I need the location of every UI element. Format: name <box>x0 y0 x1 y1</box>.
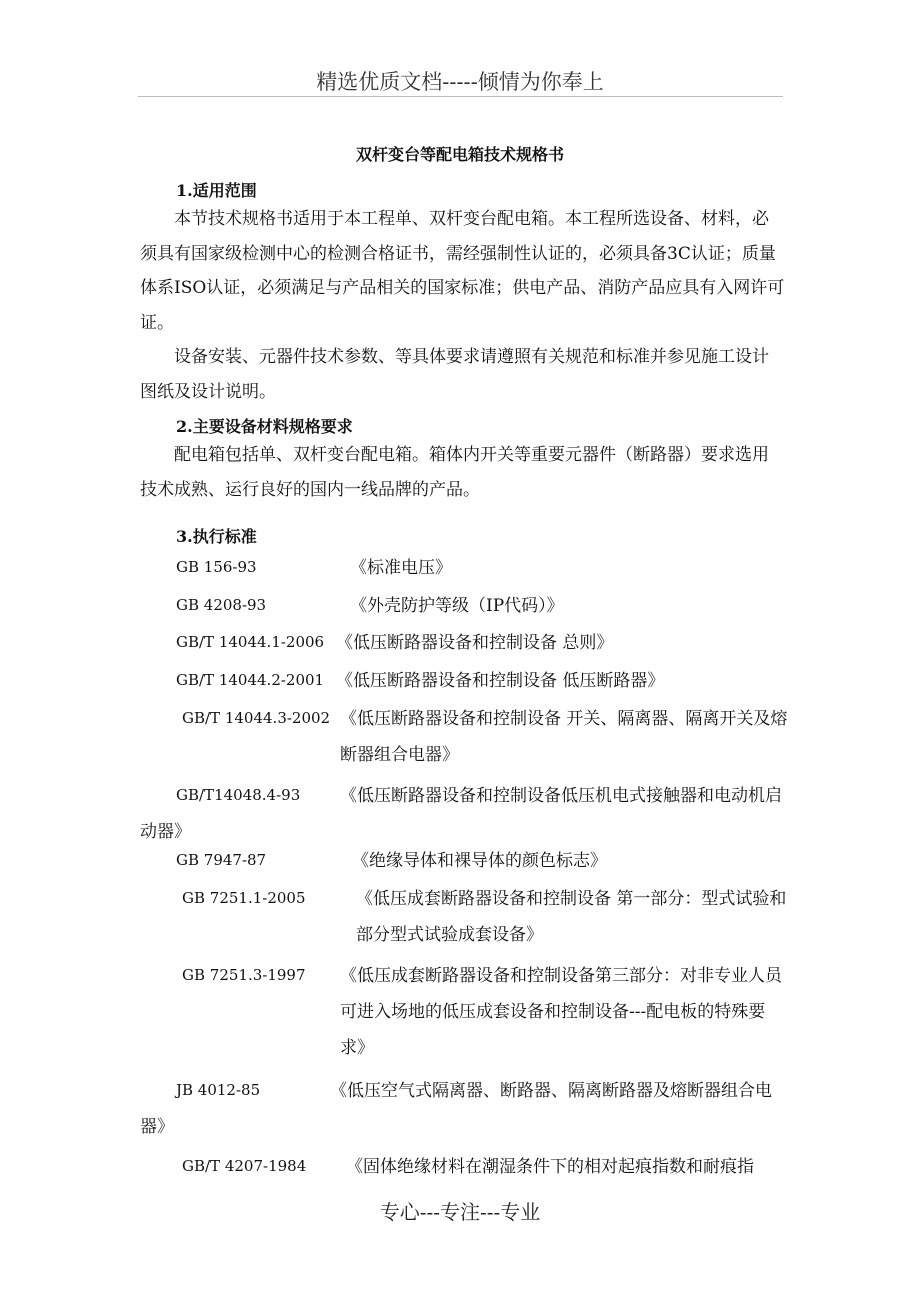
standard-title: 《低压断路器设备和控制设备 低压断路器》 <box>336 671 665 691</box>
standard-code: GB/T 4207-1984 <box>182 1157 307 1175</box>
standard-code: GB/T 14044.2-2001 <box>176 671 325 689</box>
standard-code: GB 4208-93 <box>176 596 267 614</box>
standard-code: GB 7251.1-2005 <box>182 889 306 907</box>
section-heading-scope: 1.适用范围 <box>176 181 257 200</box>
standard-code: GB 7251.3-1997 <box>182 966 306 984</box>
standard-code: JB 4012-85 <box>176 1081 261 1099</box>
standard-code: GB/T 14044.3-2002 <box>182 709 331 727</box>
standard-title: 《低压空气式隔离器、断路器、隔离断路器及熔断器组合电器》 <box>140 1081 772 1137</box>
standard-title: 《标准电压》 <box>350 558 452 578</box>
section-heading-equipment: 2.主要设备材料规格要求 <box>176 417 353 436</box>
page-footer: 专心---专注---专业 <box>379 1200 541 1224</box>
standard-title: 《低压断路器设备和控制设备 开关、隔离器、隔离开关及熔断器组合电器》 <box>340 709 788 765</box>
standard-title: 《低压成套断路器设备和控制设备第三部分：对非专业人员可进入场地的低压成套设备和控制设备---配电板的特殊要求》 <box>340 966 782 1058</box>
standard-code: GB/T 14044.1-2006 <box>176 633 325 651</box>
standard-code: GB 156-93 <box>176 558 257 576</box>
scope-paragraph-2: 设备安装、元器件技术参数、等具体要求请遵照有关规范和标准并参见施工设计图纸及设计说明。 <box>140 347 769 402</box>
section-heading-standards: 3.执行标准 <box>176 527 257 546</box>
standard-code: GB 7947-87 <box>176 851 267 869</box>
header-divider <box>138 96 783 97</box>
standard-title: 《低压断路器设备和控制设备 总则》 <box>336 633 614 653</box>
standard-title: 《绝缘导体和裸导体的颜色标志》 <box>352 851 607 871</box>
document-title: 双杆变台等配电箱技术规格书 <box>355 145 564 164</box>
standard-code: GB/T14048.4-93 <box>176 786 301 804</box>
page-header: 精选优质文档-----倾情为你奉上 <box>316 70 604 94</box>
equipment-paragraph: 配电箱包括单、双杆变台配电箱。箱体内开关等重要元器件（断路器）要求选用技术成熟、运行良好的国内一线品牌的产品。 <box>140 445 769 500</box>
standard-title: 《外壳防护等级（IP代码）》 <box>350 596 564 616</box>
standard-title: 《低压成套断路器设备和控制设备 第一部分：型式试验和部分型式试验成套设备》 <box>356 889 787 945</box>
standard-title: 《固体绝缘材料在潮湿条件下的相对起痕指数和耐痕指 <box>346 1157 754 1177</box>
standard-title: 《低压断路器设备和控制设备低压机电式接触器和电动机启动器》 <box>140 786 782 842</box>
scope-paragraph-1: 本节技术规格书适用于本工程单、双杆变台配电箱。本工程所选设备、材料，必须具有国家级检测中心的检测合格证书，需经强制性认证的，必须具备3C认证；质量体系ISO认证，必须满足与产品相关的国家标准；供电产品、消防产品应具有入网许可证。 <box>140 209 785 333</box>
